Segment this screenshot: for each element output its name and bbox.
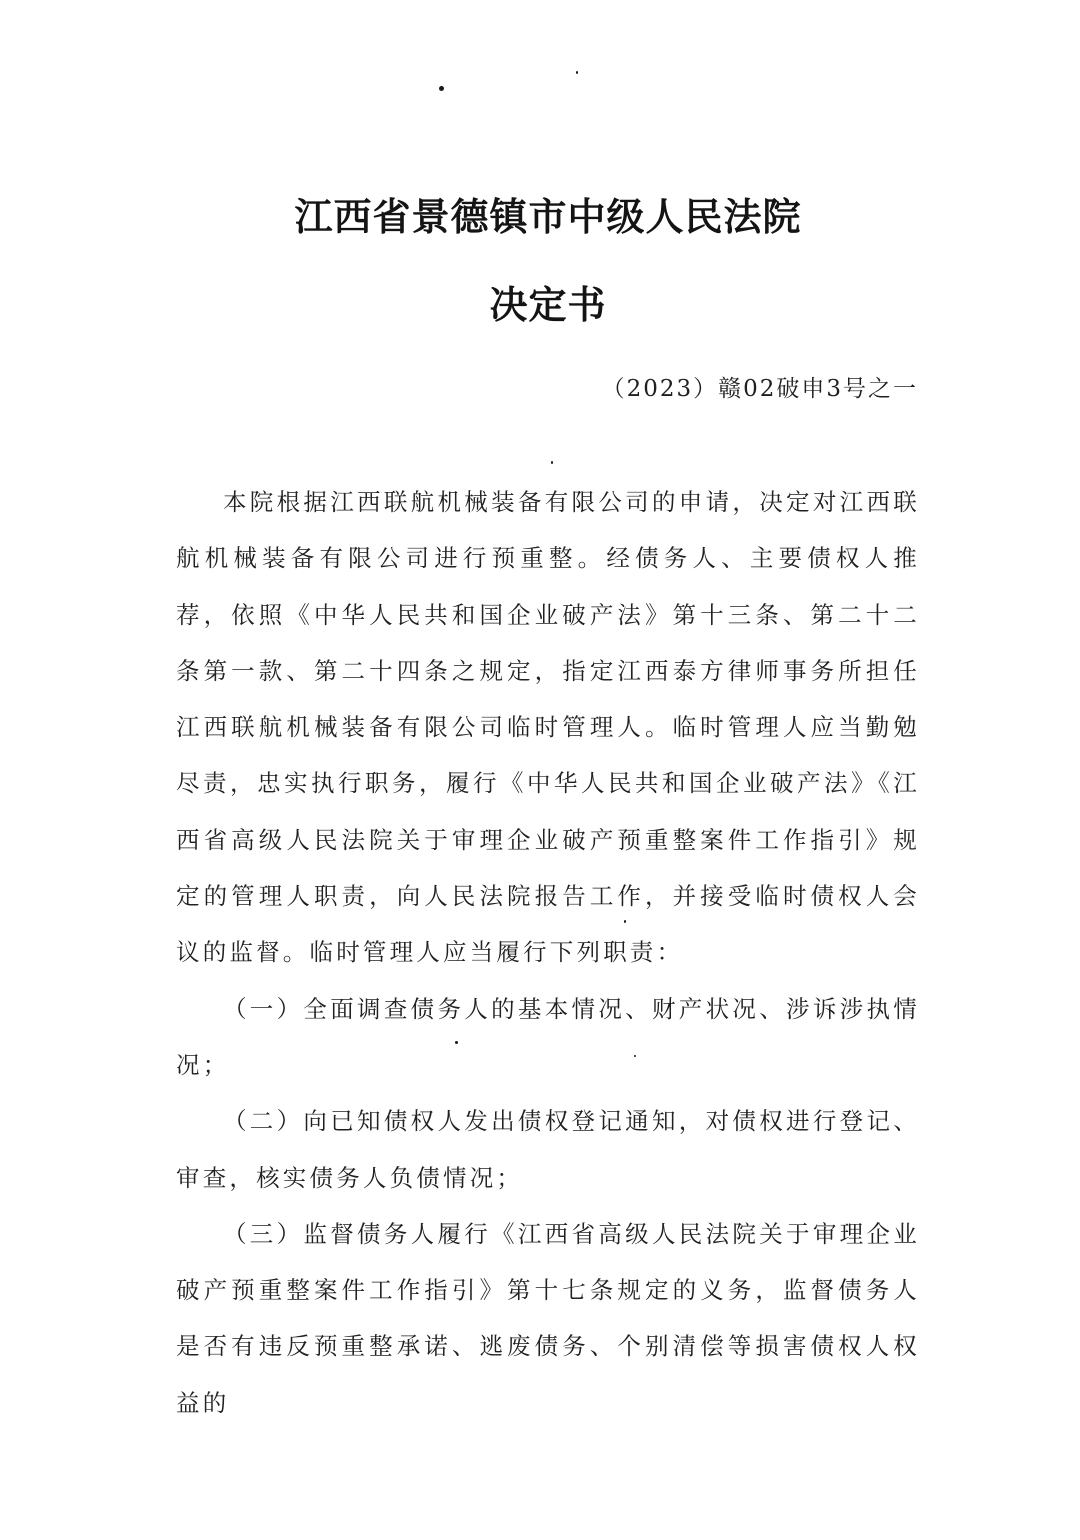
case-number: （2023）赣02破申3号之一 — [601, 376, 918, 402]
scan-speck — [551, 461, 553, 464]
body-paragraph: （一）全面调查债务人的基本情况、财产状况、涉诉涉执情况； — [176, 994, 920, 1079]
body-paragraph: 本院根据江西联航机械装备有限公司的申请，决定对江西联航机械装备有限公司进行预重整。经债务人、主要债权人推荐，依照《中华人民共和国企业破产法》第十三条、第二十二条第一款、第二十四条之规定，指定江西泰方律师事务所担任江西联航机械装备有限公司临时管理人。临时管理人应当勤勉尽责，忠实执行职务，履行《中华人民共和国企业破产法》《江西省高级人民法院关于审理企业破产预重整案件工作指引》规定的管理人职责，向人民法院报告工作，并接受临时债权人会议的监督。临时管理人应当履行下列职责： — [176, 488, 920, 967]
court-name-title: 江西省景德镇市中级人民法院 — [294, 195, 802, 239]
body-paragraph: （三）监督债务人履行《江西省高级人民法院关于审理企业破产预重整案件工作指引》第十七条规定的义务，监督债务人是否有违反预重整承诺、逃废债务、个别清偿等损害债权人权益的 — [176, 1219, 920, 1417]
document-type-title: 决定书 — [489, 283, 607, 327]
scan-speck — [576, 71, 578, 74]
body-paragraph: （二）向已知债权人发出债权登记通知，对债权进行登记、审查，核实债务人负债情况； — [176, 1107, 920, 1192]
decision-body — [176, 474, 920, 1431]
scan-speck — [439, 86, 444, 91]
